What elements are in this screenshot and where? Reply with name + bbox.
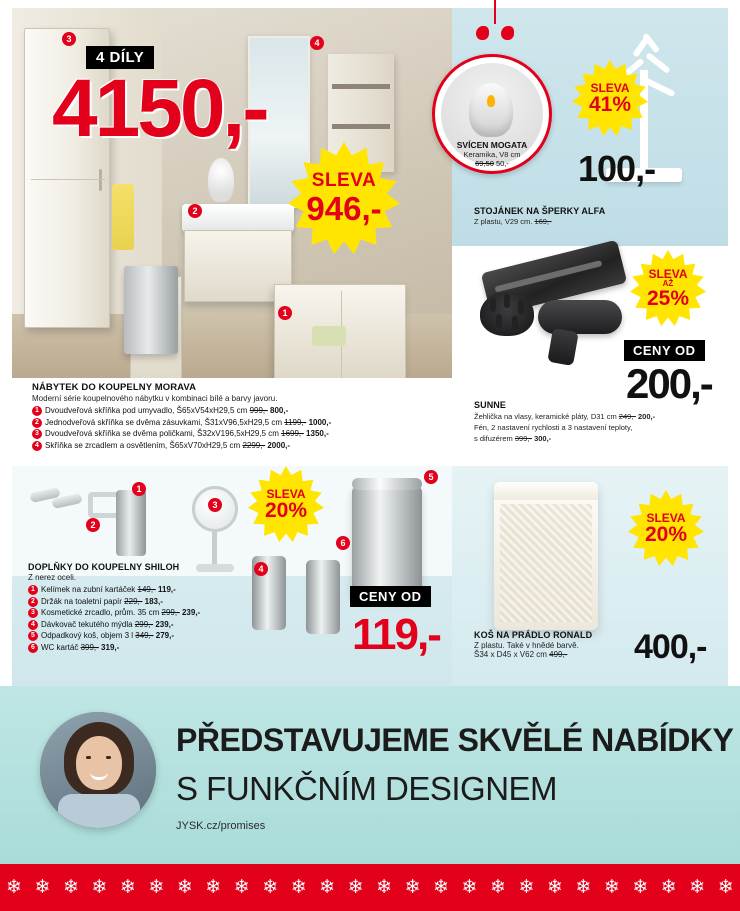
alfa-subtitle [474, 217, 704, 226]
snowflake-icon: ❄ [62, 877, 79, 898]
list-item [28, 630, 238, 642]
alfa-desc: Z plastu, V29 cm. [474, 217, 533, 226]
towel-hooks-photo [30, 486, 90, 516]
shiloh-marker-5: 5 [424, 470, 438, 484]
sunne-line3-old: 399,- [514, 434, 532, 443]
sunne-price: 200,- [626, 360, 712, 407]
morava-text-block [32, 382, 432, 451]
item-number: 2 [32, 418, 42, 428]
mogata-new-price: 50,- [495, 159, 509, 168]
snowflake-icon: ❄ [347, 877, 364, 898]
item-number: 3 [32, 429, 42, 439]
item-new-price: 800,- [270, 406, 289, 415]
item-old-price: 2299,- [242, 440, 266, 450]
item-text: WC kartáč [41, 642, 79, 652]
list-item [32, 440, 432, 452]
ronald-discount-starburst [628, 490, 704, 566]
snowflake-icon: ❄ [689, 877, 706, 898]
ronald-title: KOŠ NA PRÁDLO RONALD [474, 630, 593, 640]
morava-subtitle: Moderní série koupelnového nábytku v kombinaci bílé a barvy javoru. [32, 394, 278, 403]
sunne-ceny-od-badge: CENY OD [624, 340, 705, 361]
laundry-basket-photo [494, 482, 598, 630]
item-number: 4 [32, 441, 42, 451]
list-item [28, 596, 238, 608]
sunne-line1-old: 249,- [618, 412, 636, 421]
snowflake-icon: ❄ [205, 877, 222, 898]
snowflake-icon: ❄ [233, 877, 250, 898]
shiloh-price: 119,- [352, 610, 440, 659]
shiloh-marker-2: 2 [86, 518, 100, 532]
item-new-price: 319,- [101, 642, 120, 652]
item-number: 4 [28, 620, 38, 630]
item-text: Držák na toaletní papír [41, 596, 122, 606]
item-old-price: 149,- [137, 585, 156, 594]
item-text: Dvoudveřová skříňka se dvěma poličkami, Š32xV196,5xH29,5 cm [45, 429, 279, 438]
snowflake-strip [0, 864, 740, 911]
shiloh-subtitle: Z nerez oceli. [28, 573, 77, 582]
sunne-discount-label: SLEVA [648, 266, 688, 281]
shiloh-title: DOPLŇKY DO KOUPELNY SHILOH [28, 562, 180, 572]
snowflake-icon: ❄ [433, 877, 449, 898]
item-text: Odpadkový koš, objem 3 l [41, 631, 134, 640]
decor-plant [208, 158, 234, 202]
mogata-name: SVÍCEN MOGATA [456, 140, 528, 150]
sunne-desc [474, 411, 714, 444]
shiloh-marker-3: 3 [208, 498, 222, 512]
snowflake-icon: ❄ [603, 877, 620, 898]
shiloh-ceny-od-badge: CENY OD [350, 586, 431, 607]
snowflake-icon: ❄ [319, 877, 336, 898]
item-new-price: 239,- [181, 608, 201, 617]
ronald-line2: Š34 x D45 x V62 cm [474, 650, 547, 659]
item-number: 1 [28, 585, 38, 595]
laundry-bin [124, 266, 178, 354]
snowflake-icon: ❄ [176, 877, 193, 898]
sunne-discount-upto: AŽ [662, 278, 674, 288]
yellow-towel [112, 184, 134, 250]
item-old-price: 349,- [135, 631, 154, 640]
gift-bow-icon [482, 18, 508, 48]
shiloh-discount-label: SLEVA [266, 486, 306, 501]
pieces-badge: 4 DÍLY [86, 46, 154, 69]
item-new-price: 119,- [157, 585, 176, 594]
snowflake-icon: ❄ [489, 877, 506, 898]
item-old-price: 1199,- [284, 417, 307, 427]
hair-dryer-photo [520, 296, 630, 366]
snowflake-icon: ❄ [6, 877, 22, 898]
ronald-price: 400,- [634, 628, 707, 666]
avatar [40, 712, 156, 828]
photo-marker-3: 3 [62, 32, 76, 46]
bathroom-discount-starburst [288, 142, 400, 254]
mogata-old-price: 69,50 [475, 159, 494, 168]
wc-brush-photo [306, 560, 340, 634]
alfa-old-price: 169,- [534, 217, 552, 226]
snowflake-icon: ❄ [632, 877, 649, 898]
sunne-discount-starburst [630, 250, 706, 326]
mogata-caption [430, 140, 554, 168]
photo-marker-4: 4 [310, 36, 324, 50]
item-old-price: 399,- [80, 642, 99, 652]
snowflake-icon: ❄ [461, 877, 478, 898]
sunne-line3-new: 300,- [534, 434, 552, 443]
item-new-price: 1350,- [306, 429, 329, 438]
footer-headline-1: PŘEDSTAVUJEME SKVĚLÉ NABÍDKY [176, 722, 734, 758]
item-old-price: 1699,- [281, 429, 304, 438]
sunne-text-block [474, 400, 714, 444]
shiloh-discount-value: 20% [264, 498, 308, 522]
item-number: 5 [28, 631, 38, 641]
snowflake-icon: ❄ [119, 877, 136, 898]
alfa-title: STOJÁNEK NA ŠPERKY ALFA [474, 206, 606, 216]
item-old-price: 299,- [134, 619, 154, 629]
bathroom-discount-label: SLEVA [311, 170, 377, 191]
toothbrush-cup-photo [116, 490, 146, 556]
list-item [28, 584, 238, 596]
item-new-price: 2000,- [267, 440, 291, 450]
item-text: Jednodveřová skříňka se dvěma zásuvkami, Š31xV96,5xH29,5 cm [45, 417, 283, 427]
item-new-price: 1000,- [308, 417, 332, 427]
alfa-text-block [474, 206, 704, 226]
green-towel [312, 326, 346, 346]
mogata-price [430, 159, 554, 168]
sunne-line3: s difuzérem [474, 434, 513, 443]
item-text: Skříňka se zrcadlem a osvětlením, Š65xV70xH29,5 cm [45, 440, 241, 450]
list-item [32, 405, 432, 417]
list-item [28, 619, 238, 631]
shiloh-text-block [28, 562, 238, 653]
bathroom-discount-value: 946,- [306, 190, 382, 227]
morava-item-list [32, 405, 432, 451]
ronald-line1: Z plastu. Také v hnědé barvě. [474, 641, 579, 650]
photo-marker-2: 2 [188, 204, 202, 218]
item-number: 3 [28, 608, 38, 618]
ronald-text-block [474, 630, 664, 659]
snowflake-icon: ❄ [262, 877, 279, 898]
snowflake-icon: ❄ [290, 877, 307, 898]
item-old-price: 229,- [124, 596, 143, 606]
sunne-line1: Žehlička na vlasy, keramické pláty, D31 cm [474, 412, 617, 421]
item-text: Kosmetické zrcadlo, prům. 35 cm [41, 608, 160, 617]
ronald-discount-value: 20% [644, 522, 688, 546]
ronald-discount-label: SLEVA [646, 510, 686, 525]
snowflake-icon: ❄ [717, 877, 734, 898]
snowflake-icon: ❄ [660, 877, 677, 898]
mogata-material: Keramika, V8 cm [463, 150, 521, 159]
item-number: 6 [28, 643, 38, 653]
item-old-price: 999,- [249, 406, 268, 415]
shiloh-marker-4: 4 [254, 562, 268, 576]
item-number: 1 [32, 406, 42, 416]
snowflake-icon: ❄ [404, 877, 421, 898]
sunne-line1-new: 200,- [637, 412, 656, 421]
item-text: Dvoudveřová skříňka pod umyvadlo, Š65xV54xH29,5 cm [45, 406, 248, 415]
morava-title: NÁBYTEK DO KOUPELNY MORAVA [32, 382, 197, 393]
list-item [32, 428, 432, 440]
snowflake-icon: ❄ [91, 877, 108, 898]
ronald-desc [474, 641, 664, 659]
sunne-discount-value: 25% [646, 286, 690, 310]
photo-marker-1: 1 [278, 306, 292, 320]
footer-headline-2: S FUNKČNÍM DESIGNEM [176, 770, 558, 807]
shiloh-marker-6: 6 [336, 536, 350, 550]
item-old-price: 299,- [161, 608, 180, 617]
footer-url[interactable]: JYSK.cz/promises [176, 820, 266, 832]
shiloh-discount-starburst [248, 466, 324, 542]
alfa-price: 100,- [578, 148, 656, 189]
snowflake-icon: ❄ [376, 877, 393, 898]
bathroom-price: 4150,- [52, 63, 267, 154]
snowflake-icon: ❄ [148, 877, 165, 898]
shiloh-marker-1: 1 [132, 482, 146, 496]
sunne-line2: Fén, 2 nastavení rychlosti a 3 nastavení teploty, [474, 423, 633, 432]
snowflake-icon: ❄ [34, 877, 51, 898]
list-item [28, 607, 238, 619]
list-item [28, 642, 238, 654]
snowflake-icon: ❄ [546, 877, 563, 898]
snowflake-icon: ❄ [575, 877, 592, 898]
alfa-discount-label: SLEVA [590, 80, 630, 95]
sunne-title: SUNNE [474, 400, 507, 410]
alfa-discount-value: 41% [588, 92, 632, 116]
snowflake-icon: ❄ [518, 877, 535, 898]
item-new-price: 279,- [155, 631, 174, 640]
pedal-bin-photo [352, 486, 422, 598]
item-new-price: 183,- [144, 596, 163, 606]
item-text: Kelímek na zubní kartáček [41, 585, 136, 594]
item-number: 2 [28, 597, 38, 607]
shiloh-item-list [28, 584, 238, 653]
item-new-price: 239,- [155, 619, 174, 629]
list-item [32, 417, 432, 429]
alfa-discount-starburst [572, 60, 648, 136]
item-text: Dávkovač tekutého mýdla [41, 619, 133, 629]
ronald-old-price: 499,- [549, 650, 568, 659]
